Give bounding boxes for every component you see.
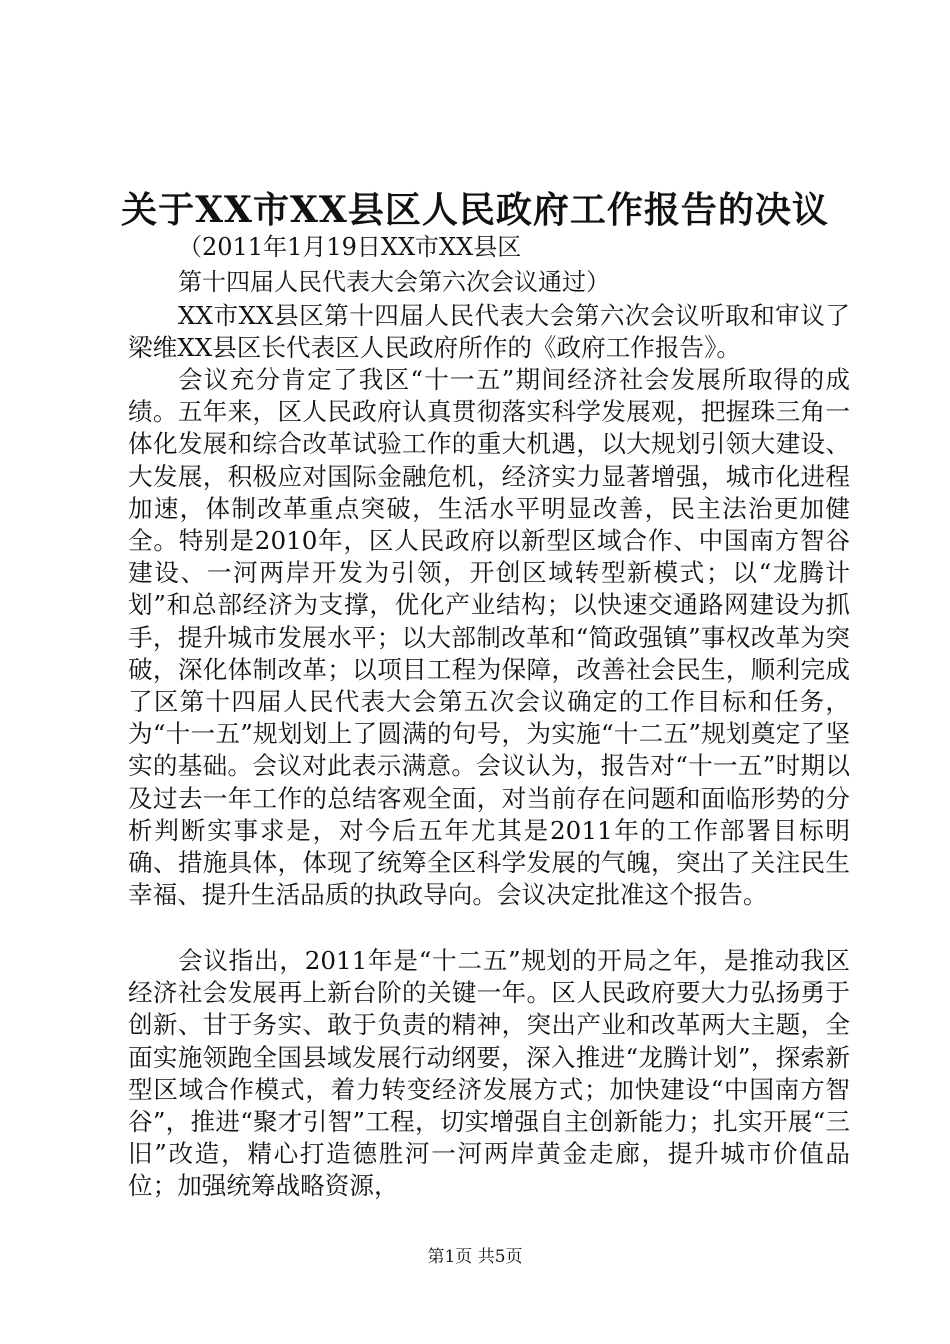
paragraph-outlook: 会议指出，2011年是“十二五”规划的开局之年，是推动我区经济社会发展再上新台阶的关键一年。区人民政府要大力弘扬勇于创新、甘于务实、敢于负责的精神，突出产业和改革两大主题，全面实施领跑全国县域发展行动纲要，深入推进“龙腾计划”，探索新型区域合作模式，着力转变经济发展方式；加快建设“中国南方智谷”，推进“聚才引智”工程，切实增强自主创新能力；扎实开展“三旧”改造，精心打造德胜河一河两岸黄金走廊，提升城市价值品位；加强统筹战略资源， — [128, 946, 850, 1201]
paragraph-intro: XX市XX县区第十四届人民代表大会第六次会议听取和审议了梁维XX县区长代表区人民政府所作的《政府工作报告》。 — [128, 301, 850, 363]
document-session-line: 第十四届人民代表大会第六次会议通过） — [178, 268, 610, 296]
document-title: 关于XX市XX县区人民政府工作报告的决议 — [121, 189, 829, 231]
paragraph-review: 会议充分肯定了我区“十一五”期间经济社会发展所取得的成绩。五年来，区人民政府认真贯彻落实科学发展观，把握珠三角一体化发展和综合改革试验工作的重大机遇，以大规划引领大建设、大发展，积极应对国际金融危机，经济实力显著增强，城市化进程加速，体制改革重点突破，生活水平明显改善，民主法治更加健全。特别是2010年，区人民政府以新型区域合作、中国南方智谷建设、一河两岸开发为引领，开创区域转型新模式；以“龙腾计划”和总部经济为支撑，优化产业结构；以快速交通路网建设为抓手，提升城市发展水平；以大部制改革和“简政强镇”事权改革为突破，深化体制改革；以项目工程为保障，改善社会民生，顺利完成了区第十四届人民代表大会第五次会议确定的工作目标和任务，为“十一五”规划划上了圆满的句号，为实施“十二五”规划奠定了坚实的基础。会议对此表示满意。会议认为，报告对“十一五”时期以及过去一年工作的总结客观全面，对当前存在问题和面临形势的分析判断实事求是，对今后五年尤其是2011年的工作部署目标明确、措施具体，体现了统筹全区科学发展的气魄，突出了关注民生幸福、提升生活品质的执政导向。会议决定批准这个报告。 — [128, 365, 850, 910]
document-date-line: （2011年1月19日XX市XX县区 — [178, 233, 522, 261]
page-number-footer: 第1页 共5页 — [427, 1247, 523, 1267]
